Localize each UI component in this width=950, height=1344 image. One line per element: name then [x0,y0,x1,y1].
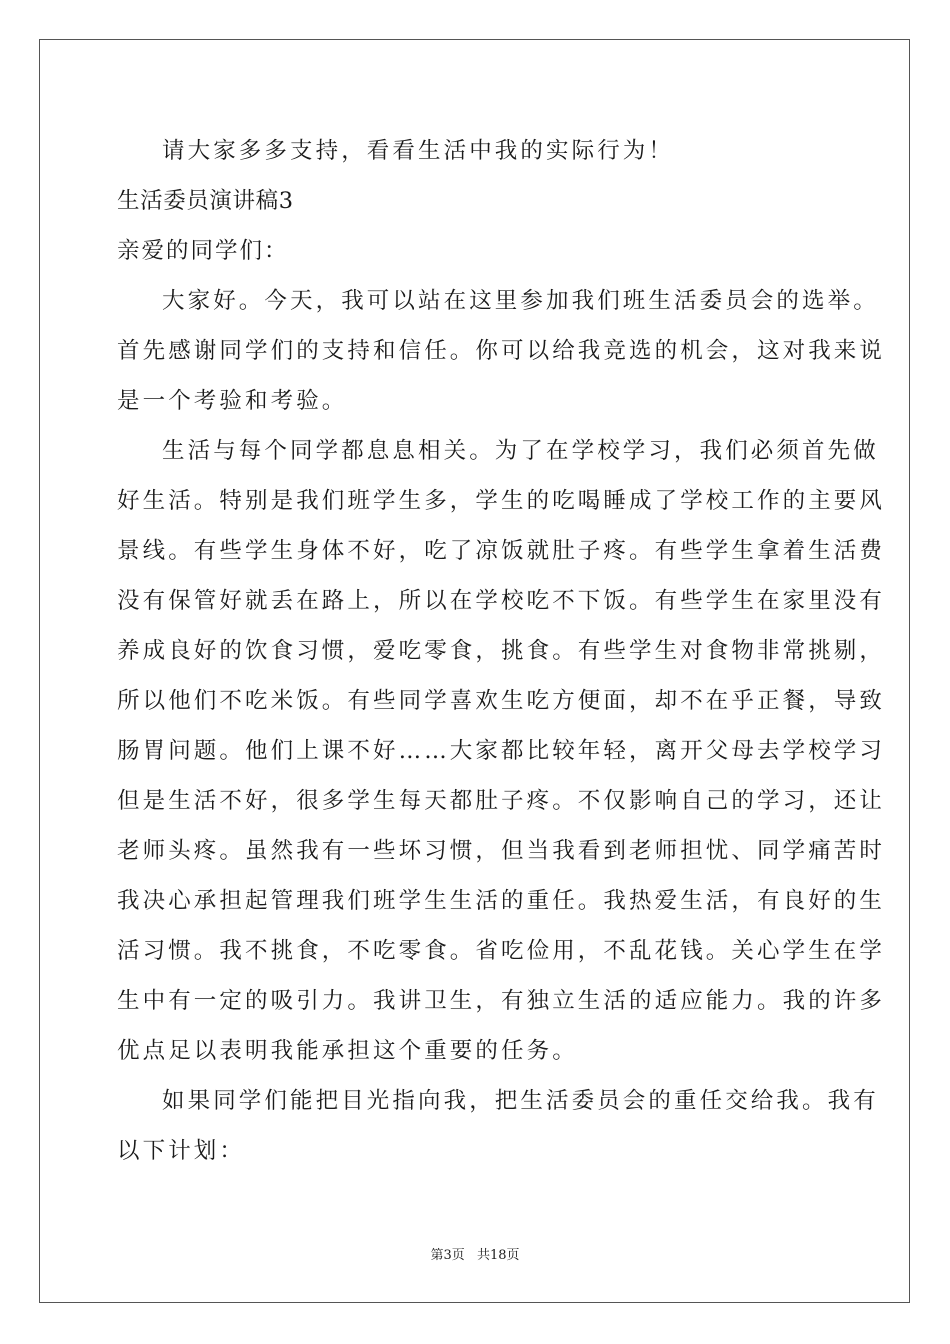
paragraph-line: 生活与每个同学都息息相关。为了在学校学习，我们必须首先做 [162,438,879,464]
paragraph-line: 好生活。特别是我们班学生多，学生的吃喝睡成了学校工作的主要风 [117,488,886,514]
paragraph-line: 活习惯。我不挑食，不吃零食。省吃俭用，不乱花钱。关心学生在学 [117,938,886,964]
salutation: 亲爱的同学们： [117,238,289,264]
page-total: 共18页 [476,1248,520,1263]
section-title: 生活委员演讲稿3 [117,188,294,214]
paragraph-line: 养成良好的饮食习惯，爱吃零食，挑食。有些学生对食物非常挑剔， [117,638,886,664]
paragraph-line: 如果同学们能把目光指向我，把生活委员会的重任交给我。我有 [162,1088,879,1114]
paragraph-line: 肠胃问题。他们上课不好……大家都比较年轻，离开父母去学校学习 [117,738,886,764]
paragraph-line: 大家好。今天，我可以站在这里参加我们班生活委员会的选举。 [162,288,879,314]
paragraph-line: 首先感谢同学们的支持和信任。你可以给我竞选的机会，这对我来说 [117,338,886,364]
paragraph-line: 但是生活不好，很多学生每天都肚子疼。不仅影响自己的学习，还让 [117,788,886,814]
paragraph-line: 是一个考验和考验。 [117,388,348,414]
paragraph-line: 以下计划： [117,1138,246,1164]
paragraph-line: 所以他们不吃米饭。有些同学喜欢生吃方便面，却不在乎正餐，导致 [117,688,886,714]
paragraph-line: 没有保管好就丢在路上，所以在学校吃不下饭。有些学生在家里没有 [117,588,886,614]
paragraph-line: 生中有一定的吸引力。我讲卫生，有独立生活的适应能力。我的许多 [117,988,886,1014]
paragraph-line: 景线。有些学生身体不好，吃了凉饭就肚子疼。有些学生拿着生活费 [117,538,886,564]
closing-line: 请大家多多支持，看看生活中我的实际行为！ [162,138,675,164]
page-footer [0,1247,950,1265]
page-number: 第3页 [430,1248,465,1263]
paragraph-line: 老师头疼。虽然我有一些坏习惯，但当我看到老师担忧、同学痛苦时 [117,838,886,864]
paragraph-line: 我决心承担起管理我们班学生生活的重任。我热爱生活，有良好的生 [117,888,886,914]
paragraph-line: 优点足以表明我能承担这个重要的任务。 [117,1038,578,1064]
